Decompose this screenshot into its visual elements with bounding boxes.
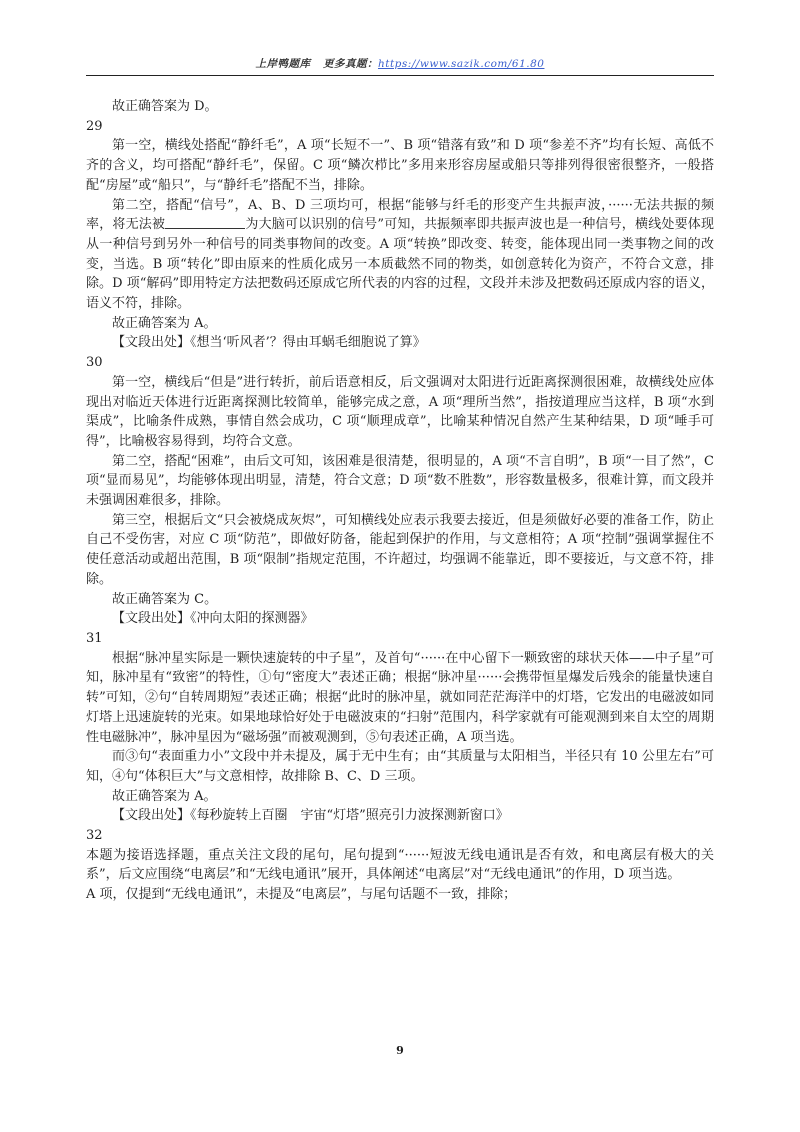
page-number: 9 <box>396 1044 404 1057</box>
question-number: 29 <box>86 118 103 134</box>
header-divider <box>86 75 714 76</box>
paragraph: 故正确答案为 A。 <box>112 315 217 331</box>
header-url-link[interactable]: https://www.sazik.com/61.80 <box>377 58 545 70</box>
question-number: 30 <box>86 355 103 371</box>
paragraph: 第二空，搭配“困难”，由后文可知，该困难是很清楚，很明显的，A 项“不言自明”，B 项“一目了然”，C 项“显而易见”，均能够体现出明显，清楚，符合文意；D 项“数不胜数”，形容数量极多，很难计算，而文段并未强调困难很多，排除。 <box>86 453 714 509</box>
paragraph <box>86 196 714 314</box>
paragraph: 故正确答案为 D。 <box>112 99 218 114</box>
question-number: 31 <box>86 630 103 646</box>
page-header <box>86 56 714 71</box>
header-site-name: 上岸鸭题库 <box>255 58 311 70</box>
paragraph: 第一空，横线后“但是”进行转折，前后语意相反，后文强调对太阳进行近距离探测很困难，故横线处应体现出对临近天体进行近距离探测比较简单，能够完成之意，A 项“理所当然”，指按道理应当这样，B 项“水到渠成”，比喻条件成熟，事情自然会成功，C 项“顺理成章”，比喻某种情况自然产生某种结果，D 项“唾手可得”，比喻极容易得到，均符合文意。 <box>86 374 714 449</box>
fill-in-blank <box>165 216 245 229</box>
paragraph: 第一空，横线处搭配“静纤毛”，A 项“长短不一”、B 项“错落有致”和 D 项“参差不齐”均有长短、高低不齐的含义，均可搭配“静纤毛”，保留。C 项“鳞次栉比”多用来形容房屋或船只等排列得很密很整齐，一般搭配“房屋”或“船只”，与“静纤毛”搭配不当，排除。 <box>86 138 714 193</box>
paragraph: A 项，仅提到“无线电通讯”，未提及“电离层”，与尾句话题不一致，排除； <box>86 887 517 903</box>
paragraph: 第三空，根据后文“只会被烧成灰烬”，可知横线处应表示我要去接近，但是须做好必要的准备工作，防止自己不受伤害，对应 C 项“防范”，即做好防备，能起到保护的作用，与文意相符；A 项“控制”强调掌握住不使任意活动或超出范围，B 项“限制”指规定范围，不许超过，均强调不能靠近，即不要接近，与文意不符，排除。 <box>86 512 714 587</box>
paragraph-text: 为大脑可以识别的信号”可知，共振频率即共振声波也是一种信号，横线处要体现从一种信号到另外一种信号的同类事物间的改变。A 项“转换”即改变、转变，能体现出同一类事物之间的改变，当选。B 项“转化”即由原来的性质化成另一本质截然不同的物类，如创意转化为资产，不符合文意，排除。D 项“解码”即用特定方法把数码还原成它所代表的内容的过程，文段并未涉及把数码还原成内容的语义，语义不符，排除。 <box>86 217 714 312</box>
paragraph: 故正确答案为 C。 <box>112 591 218 607</box>
paragraph: 本题为接语选择题，重点关注文段的尾句，尾句提到“······短波无线电通讯是否有效，和电离层有极大的关系”，后文应围绕“电离层”和“无线电通讯”展开，具体阐述“电离层”对“无线电通讯”的作用，D 项当选。 <box>86 847 714 883</box>
question-number: 32 <box>86 828 103 844</box>
paragraph-text: 第二空，搭配“信号”，A、B、D 三项均可，根据“能够与纤毛的形变产生共振声波，······无法共振的频率，将无法被 <box>86 197 714 233</box>
header-more-label: 更多真题： <box>322 58 378 70</box>
page-content <box>86 97 714 905</box>
paragraph: 根据“脉冲星实际是一颗快速旋转的中子星”，及首句“······在中心留下一颗致密的球状天体——中子星”可知，脉冲星有“致密”的特性，①句“密度大”表述正确；根据“脉冲星······会携带恒星爆发后残余的能量快速自转”可知，②句“自转周期短”表述正确；根据“此时的脉冲星，就如同茫茫海洋中的灯塔，它发出的电磁波如同灯塔上迅速旋转的光束。如果地球恰好处于电磁波束的“扫射”范围内，科学家就有可能观测到来自太空的周期性电磁脉冲”，脉冲星因为“磁场强”而被观测到，⑤句表述正确，A 项当选。 <box>86 650 714 745</box>
source-citation: 【文段出处】《每秒旋转上百圈 宇宙“灯塔”照亮引力波探测新窗口》 <box>112 808 509 824</box>
source-citation: 【文段出处】《想当‘听风者’？得由耳蜗毛细胞说了算》 <box>112 335 426 351</box>
source-citation: 【文段出处】《冲向太阳的探测器》 <box>112 611 314 627</box>
paragraph: 故正确答案为 A。 <box>112 788 217 804</box>
paragraph: 而③句“表面重力小”文段中并未提及，属于无中生有；由“其质量与太阳相当，半径只有 10 公里左右”可知，④句“体积巨大”与文意相悖，故排除 B、C、D 三项。 <box>86 749 714 784</box>
